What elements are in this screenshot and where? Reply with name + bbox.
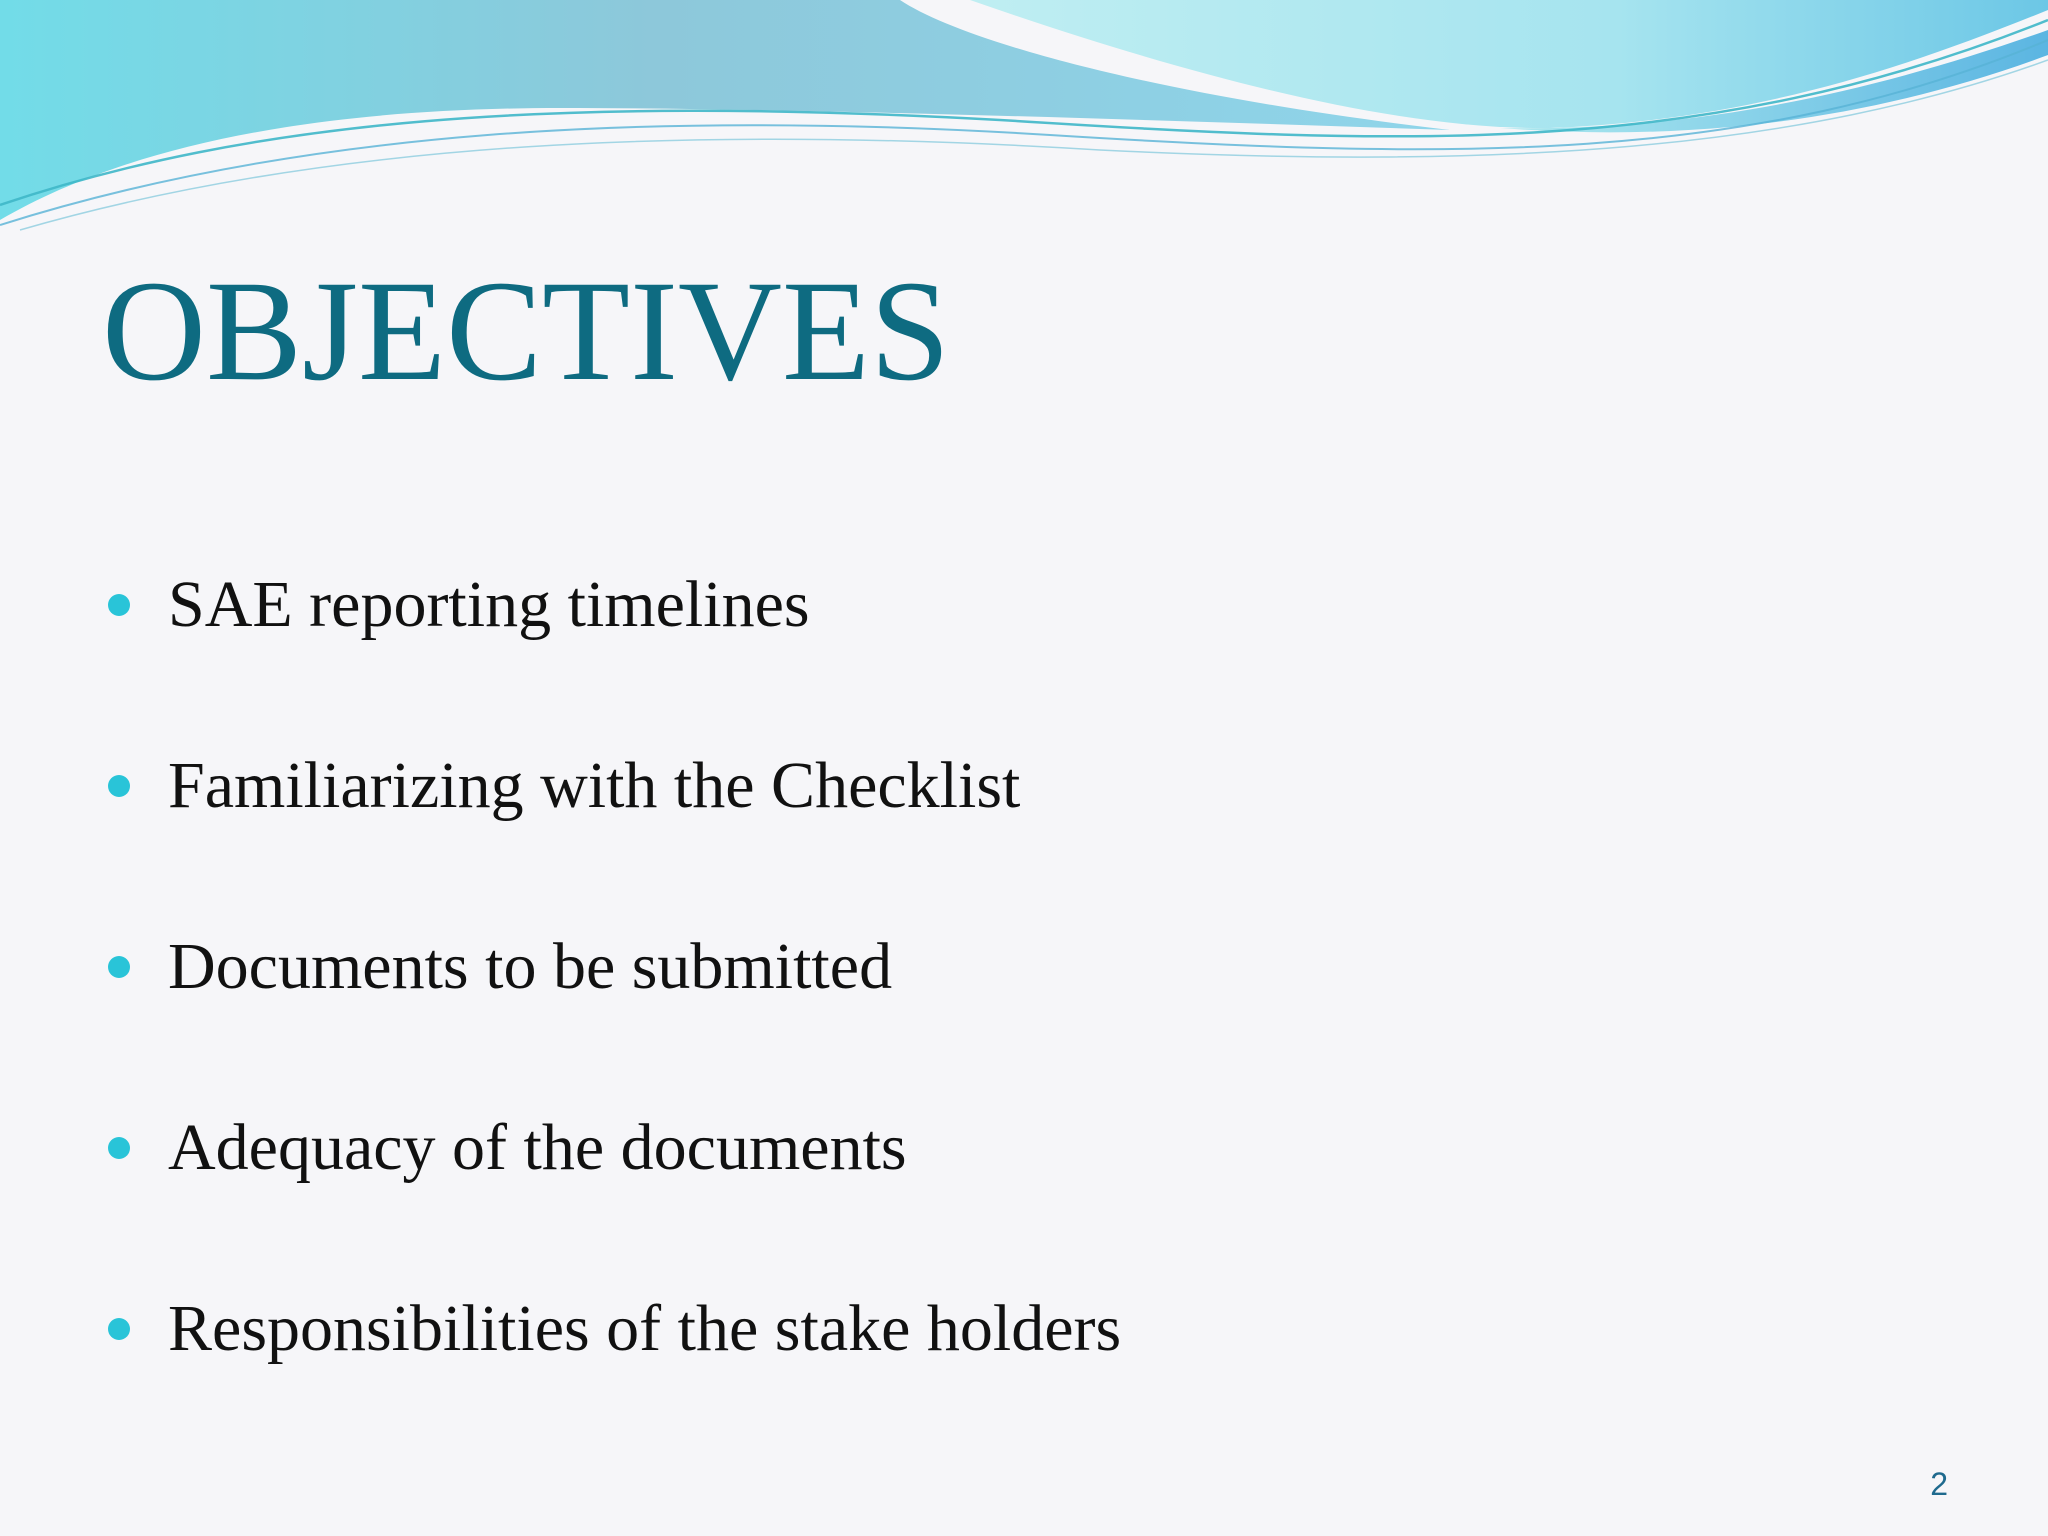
slide-title: OBJECTIVES (102, 252, 951, 411)
bullet-dot-icon (108, 956, 130, 978)
bullet-text: Familiarizing with the Checklist (168, 749, 1021, 822)
list-item (108, 741, 1121, 922)
bullet-text: SAE reporting timelines (168, 568, 810, 641)
bullet-dot-icon (108, 1137, 130, 1159)
list-item (108, 1103, 1121, 1284)
list-item (108, 922, 1121, 1103)
header-wave-decoration (0, 0, 2048, 240)
bullet-dot-icon (108, 775, 130, 797)
objectives-list (108, 560, 1121, 1465)
list-item (108, 1284, 1121, 1465)
list-item (108, 560, 1121, 741)
bullet-text: Documents to be submitted (168, 930, 893, 1003)
bullet-text: Adequacy of the documents (168, 1111, 907, 1184)
bullet-text: Responsibilities of the stake holders (168, 1292, 1122, 1365)
bullet-dot-icon (108, 594, 130, 616)
page-number: 2 (1930, 1466, 1948, 1502)
bullet-dot-icon (108, 1318, 130, 1340)
